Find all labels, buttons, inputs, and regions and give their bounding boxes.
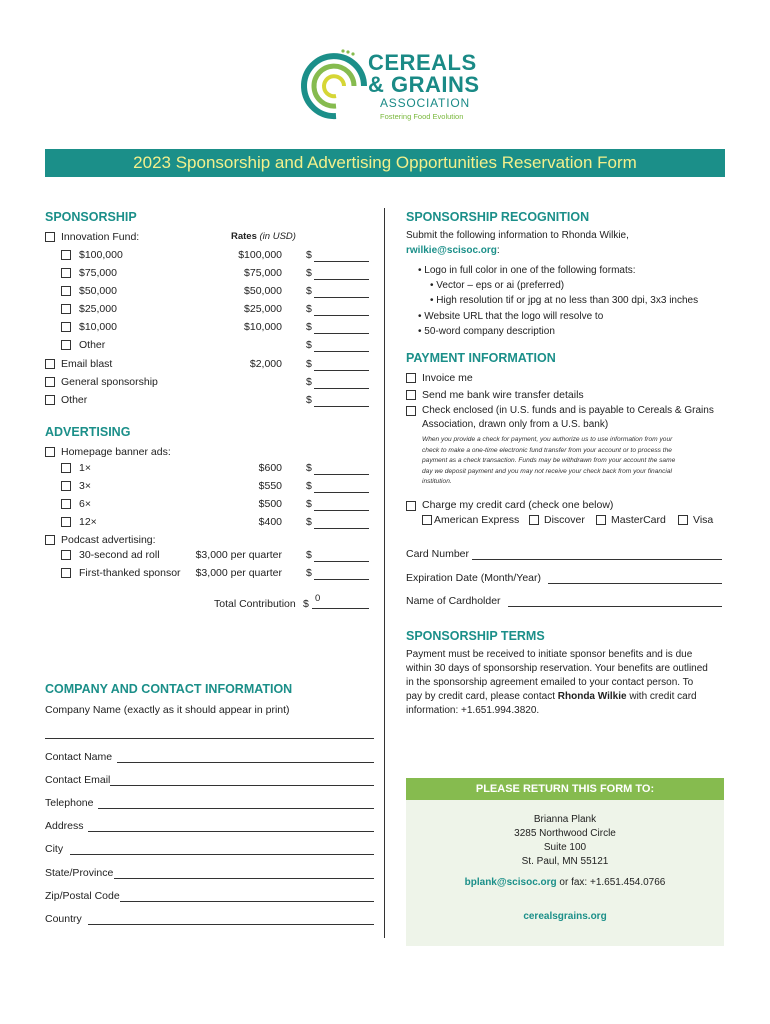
terms-text: Payment must be received to initiate sponsor benefits and is due within 30 days of sponsorship reservation. Your benefits are outlined in the sponsorship agreement emailed to your contact person. To pay by credit card, please contact Rhonda Wilkie with credit card information: +1.651.994.3820. xyxy=(406,649,708,716)
website-link[interactable]: cerealsgrains.org xyxy=(523,911,607,922)
dollar-sign: $ xyxy=(306,249,312,261)
dollar-sign: $ xyxy=(306,549,312,561)
card-number-field[interactable] xyxy=(472,559,722,560)
dollar-sign: $ xyxy=(306,462,312,474)
return-name: Brianna Plank xyxy=(533,814,597,825)
fund-rate: $25,000 xyxy=(244,303,282,315)
fund-rate: $75,000 xyxy=(244,267,282,279)
podcast-item-label: First-thanked sponsor xyxy=(79,567,181,579)
association-logo xyxy=(296,46,496,126)
banner-rate: $600 xyxy=(258,462,282,474)
sponsorship-heading: SPONSORSHIP xyxy=(45,210,137,224)
sponsorship-other-checkbox[interactable] xyxy=(45,395,55,405)
podcast-first-thanked-checkbox[interactable] xyxy=(61,568,71,578)
fund-100000-checkbox[interactable] xyxy=(61,250,71,260)
amount-field[interactable] xyxy=(314,388,369,389)
amount-field[interactable] xyxy=(314,333,369,334)
state-label: State/Province xyxy=(45,867,114,879)
amount-field[interactable] xyxy=(314,279,369,280)
podcast-ad-roll-checkbox[interactable] xyxy=(61,550,71,560)
podcast-item-label: 30-second ad roll xyxy=(79,549,160,561)
banner-ads-label: Homepage banner ads: xyxy=(61,446,171,458)
amount-field[interactable] xyxy=(314,510,369,511)
contact-email-field[interactable] xyxy=(110,785,374,786)
return-heading: PLEASE RETURN THIS FORM TO: xyxy=(406,778,724,800)
city-label: City xyxy=(45,843,64,855)
fund-label: $50,000 xyxy=(79,285,117,297)
amount-field[interactable] xyxy=(314,351,369,352)
logo-line-2: & GRAINS xyxy=(368,72,480,97)
invoice-checkbox[interactable] xyxy=(406,373,416,383)
address-label: Address xyxy=(45,820,84,832)
dollar-sign: $ xyxy=(306,358,312,370)
contact-email-label: Contact Email xyxy=(45,774,111,786)
total-label: Total Contribution xyxy=(214,598,296,610)
contact-name-label: Contact Name xyxy=(45,751,113,763)
banner-rate: $400 xyxy=(258,516,282,528)
amount-field[interactable] xyxy=(314,406,369,407)
email-blast-label: Email blast xyxy=(61,358,113,370)
banner-12x-checkbox[interactable] xyxy=(61,517,71,527)
expiration-field[interactable] xyxy=(548,583,722,584)
discover-checkbox[interactable] xyxy=(529,515,539,525)
return-contact-line: bplank@scisoc.org or fax: +1.651.454.0766 xyxy=(464,877,666,888)
fund-rate: $10,000 xyxy=(244,321,282,333)
banner-label: 3× xyxy=(79,480,91,492)
wire-checkbox[interactable] xyxy=(406,390,416,400)
podcast-label: Podcast advertising: xyxy=(61,534,156,546)
terms-contact-name: Rhonda Wilkie xyxy=(557,691,627,702)
fund-label: $75,000 xyxy=(79,267,117,279)
bullet-item: • Website URL that the logo will resolve to xyxy=(418,311,604,322)
banner-label: 12× xyxy=(79,516,97,528)
email-blast-rate: $2,000 xyxy=(249,358,282,370)
dollar-sign: $ xyxy=(306,567,312,579)
banner-ads-checkbox[interactable] xyxy=(45,447,55,457)
cardholder-field[interactable] xyxy=(508,606,722,607)
zip-label: Zip/Postal Code xyxy=(45,890,120,902)
check-label-cont: Association, drawn only from a U.S. bank) xyxy=(422,419,609,430)
amount-field[interactable] xyxy=(314,492,369,493)
mastercard-checkbox[interactable] xyxy=(596,515,606,525)
podcast-rate: $3,000 per quarter xyxy=(195,549,282,561)
fund-25000-checkbox[interactable] xyxy=(61,304,71,314)
banner-rate: $550 xyxy=(258,480,282,492)
card-type-label: American Express xyxy=(434,514,520,526)
general-sponsorship-label: General sponsorship xyxy=(61,376,158,388)
address-field[interactable] xyxy=(88,831,374,832)
recognition-email-line: rwilkie@scisoc.org: xyxy=(406,245,500,256)
return-suite: Suite 100 xyxy=(543,842,587,853)
dollar-sign: $ xyxy=(306,498,312,510)
amount-field[interactable] xyxy=(314,370,369,371)
bullet-item: • Vector – eps or ai (preferred) xyxy=(430,280,565,291)
banner-1x-checkbox[interactable] xyxy=(61,463,71,473)
podcast-checkbox[interactable] xyxy=(45,535,55,545)
dollar-sign: $ xyxy=(303,598,309,610)
logo-tagline: Fostering Food Evolution xyxy=(380,112,464,121)
bullet-item: • 50-word company description xyxy=(418,326,555,337)
dollar-sign: $ xyxy=(306,516,312,528)
check-checkbox[interactable] xyxy=(406,406,416,416)
amount-field[interactable] xyxy=(314,579,369,580)
amount-field[interactable] xyxy=(314,315,369,316)
email-blast-checkbox[interactable] xyxy=(45,359,55,369)
fund-label: Other xyxy=(79,339,106,351)
contact-name-field[interactable] xyxy=(117,762,374,763)
check-disclaimer: When you provide a check for payment, you authorize us to use information from your check to make a one-time electronic fund transfer from your account or to process the payment as a check transaction. Funds may be withdrawn from your account the same day we deposit payment and you may not receive your check back from your financial institution. xyxy=(422,436,676,485)
wire-label: Send me bank wire transfer details xyxy=(422,389,584,401)
innovation-fund-checkbox[interactable] xyxy=(45,232,55,242)
fund-rate: $50,000 xyxy=(244,285,282,297)
credit-card-checkbox[interactable] xyxy=(406,501,416,511)
return-email-link[interactable]: bplank@scisoc.org xyxy=(464,877,557,888)
fund-label: $100,000 xyxy=(79,249,123,261)
amex-checkbox[interactable] xyxy=(422,515,432,525)
podcast-rate: $3,000 per quarter xyxy=(195,567,282,579)
credit-card-label: Charge my credit card (check one below) xyxy=(422,499,614,511)
cardholder-label: Name of Cardholder xyxy=(406,595,501,607)
banner-label: 1× xyxy=(79,462,91,474)
logo-swirl-icon xyxy=(296,46,376,126)
card-type-label: Visa xyxy=(693,514,714,526)
dollar-sign: $ xyxy=(306,480,312,492)
dollar-sign: $ xyxy=(306,321,312,333)
return-city: St. Paul, MN 55121 xyxy=(521,856,609,867)
logo-line-3: ASSOCIATION xyxy=(380,96,470,110)
country-field[interactable] xyxy=(88,924,374,925)
banner-6x-checkbox[interactable] xyxy=(61,499,71,509)
dollar-sign: $ xyxy=(306,285,312,297)
banner-3x-checkbox[interactable] xyxy=(61,481,71,491)
form-title: 2023 Sponsorship and Advertising Opportunities Reservation Form xyxy=(45,149,725,177)
column-divider xyxy=(384,208,385,938)
expiration-label: Expiration Date (Month/Year) xyxy=(406,572,542,584)
banner-label: 6× xyxy=(79,498,91,510)
amount-field[interactable] xyxy=(314,261,369,262)
payment-heading: PAYMENT INFORMATION xyxy=(406,351,556,365)
amount-field[interactable] xyxy=(314,528,369,529)
banner-rate: $500 xyxy=(258,498,282,510)
amount-field[interactable] xyxy=(314,297,369,298)
fund-75000-checkbox[interactable] xyxy=(61,268,71,278)
fund-label: $25,000 xyxy=(79,303,117,315)
recognition-intro: Submit the following information to Rhonda Wilkie, xyxy=(406,230,629,241)
state-field[interactable] xyxy=(114,878,374,879)
bullet-item: • High resolution tif or jpg at no less than 300 dpi, 3x3 inches xyxy=(430,295,699,306)
card-type-label: Discover xyxy=(544,514,585,526)
rates-header: Rates (in USD) xyxy=(231,231,296,242)
fund-10000-checkbox[interactable] xyxy=(61,322,71,332)
terms-heading: SPONSORSHIP TERMS xyxy=(406,629,545,643)
telephone-label: Telephone xyxy=(45,797,94,809)
dollar-sign: $ xyxy=(306,376,312,388)
recognition-email-link[interactable]: rwilkie@scisoc.org xyxy=(406,245,497,256)
total-value[interactable]: 0 xyxy=(315,593,321,604)
general-sponsorship-checkbox[interactable] xyxy=(45,377,55,387)
fund-rate: $100,000 xyxy=(238,249,282,261)
advertising-heading: ADVERTISING xyxy=(45,425,131,439)
total-field[interactable] xyxy=(312,608,369,609)
invoice-label: Invoice me xyxy=(422,372,473,384)
fund-label: $10,000 xyxy=(79,321,117,333)
card-number-label: Card Number xyxy=(406,548,470,560)
amount-field[interactable] xyxy=(314,474,369,475)
sponsorship-other-label: Other xyxy=(61,394,88,406)
fund-other-checkbox[interactable] xyxy=(61,340,71,350)
company-name-field[interactable] xyxy=(45,738,374,739)
company-name-label: Company Name (exactly as it should appear in print) xyxy=(45,704,290,716)
recognition-heading: SPONSORSHIP RECOGNITION xyxy=(406,210,590,224)
dollar-sign: $ xyxy=(306,267,312,279)
return-street: 3285 Northwood Circle xyxy=(514,828,616,839)
fund-50000-checkbox[interactable] xyxy=(61,286,71,296)
country-label: Country xyxy=(45,913,82,925)
city-field[interactable] xyxy=(70,854,374,855)
innovation-fund-label: Innovation Fund: xyxy=(61,231,140,243)
card-type-label: MasterCard xyxy=(611,514,666,526)
logo-line-1: CEREALS xyxy=(368,50,477,75)
amount-field[interactable] xyxy=(314,561,369,562)
bullet-item: • Logo in full color in one of the following formats: xyxy=(418,265,636,276)
dollar-sign: $ xyxy=(306,394,312,406)
check-label: Check enclosed (in U.S. funds and is payable to Cereals & Grains xyxy=(422,405,714,416)
telephone-field[interactable] xyxy=(98,808,374,809)
zip-field[interactable] xyxy=(120,901,374,902)
dollar-sign: $ xyxy=(306,339,312,351)
dollar-sign: $ xyxy=(306,303,312,315)
company-heading: COMPANY AND CONTACT INFORMATION xyxy=(45,682,293,696)
visa-checkbox[interactable] xyxy=(678,515,688,525)
